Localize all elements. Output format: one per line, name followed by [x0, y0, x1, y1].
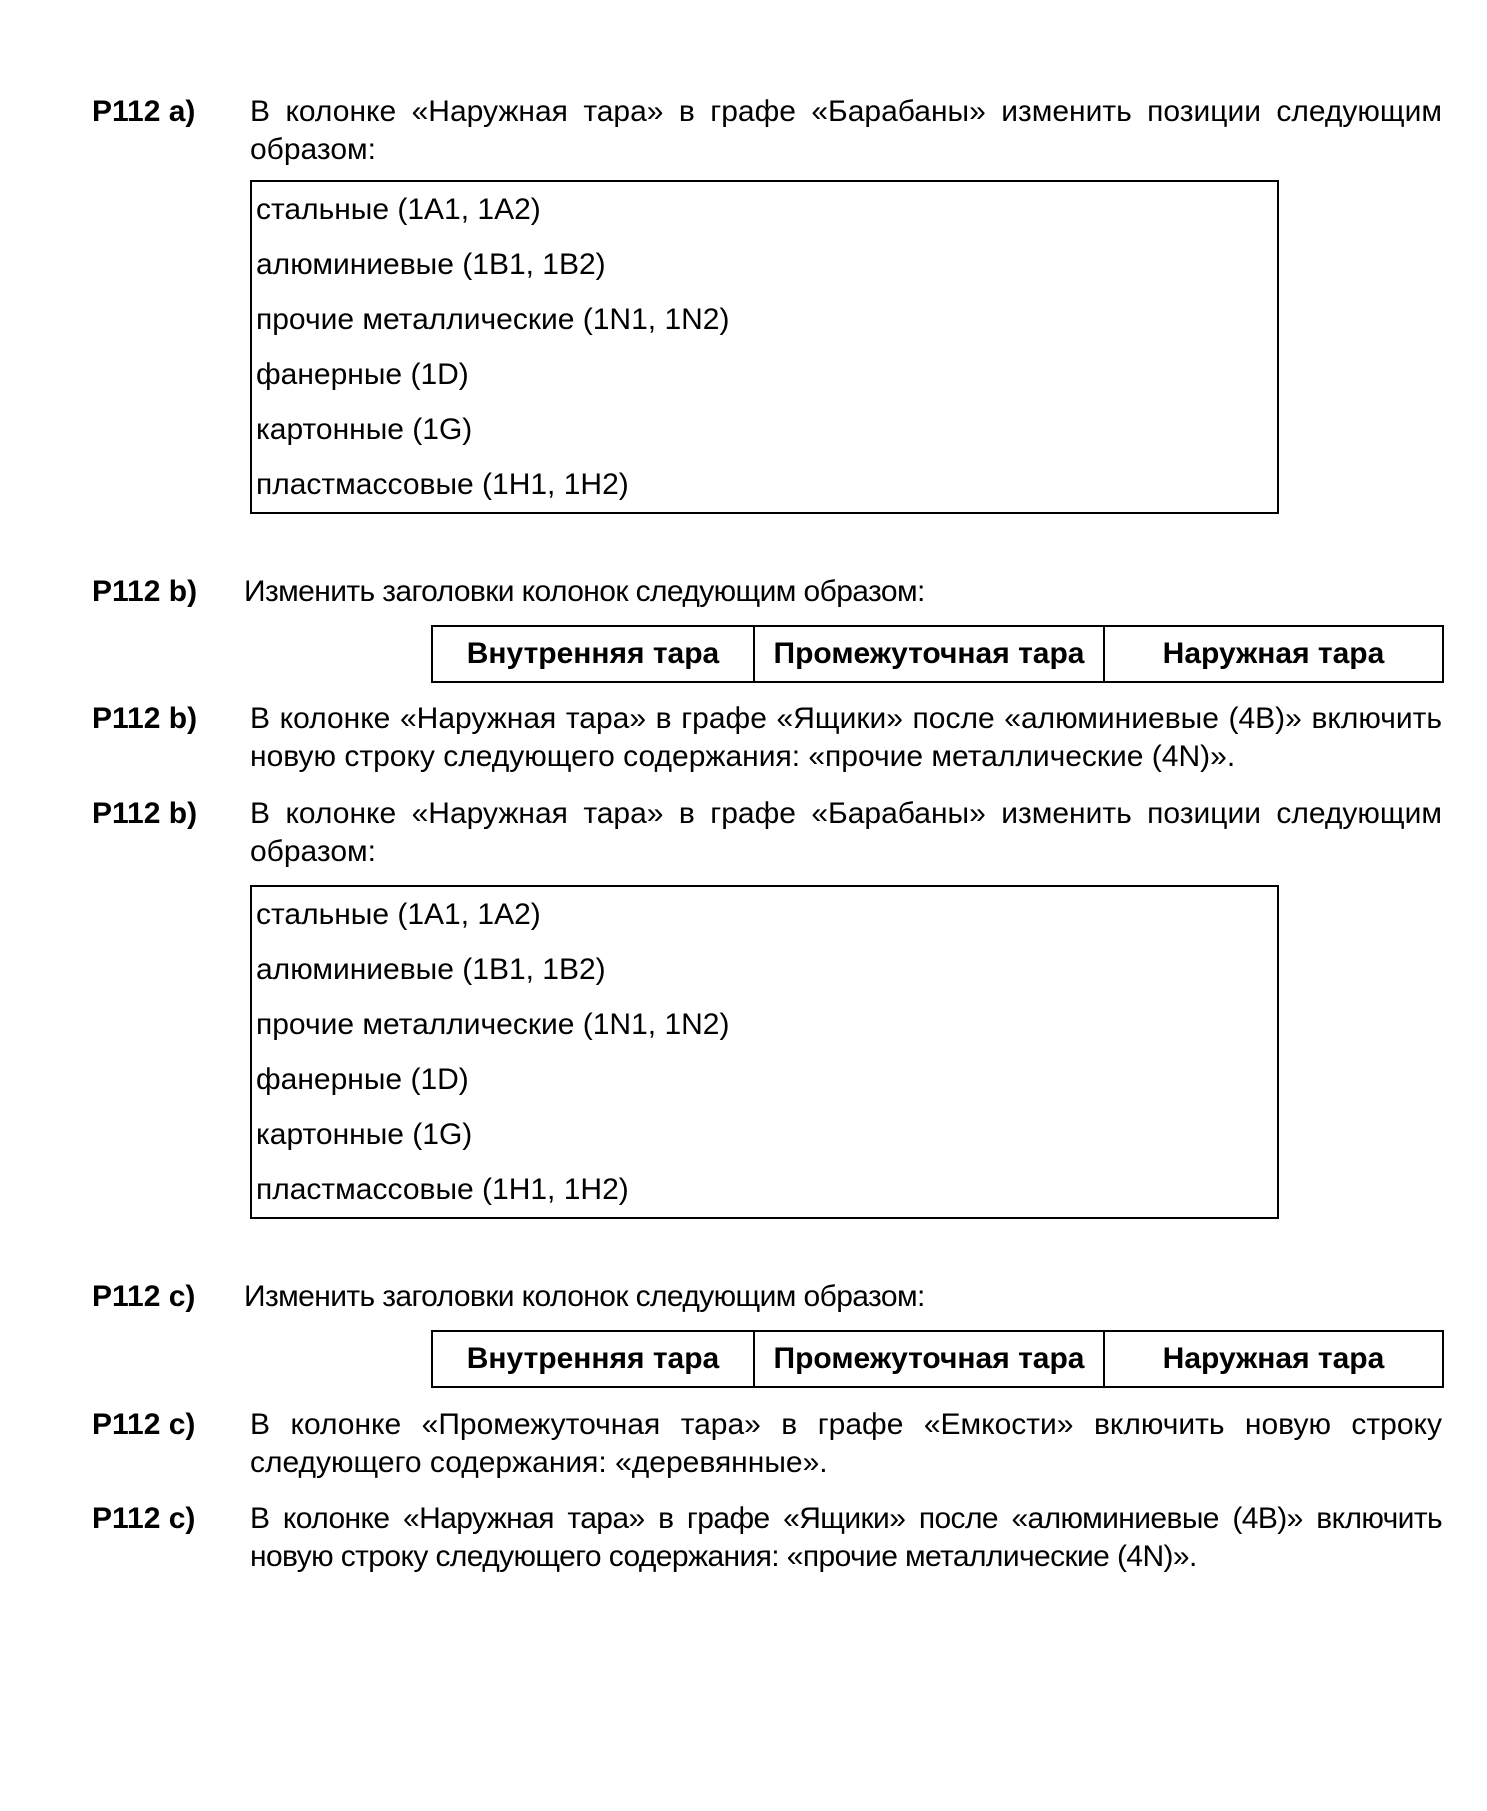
- amendment-text: В колонке «Наружная тара» в графе «Барабаны» изменить позиции следующим образом:: [250, 797, 1442, 868]
- amendment-text: В колонке «Наружная тара» в графе «Барабаны» изменить позиции следующим образом:: [250, 95, 1442, 166]
- list-item: фанерные (1D): [256, 358, 469, 391]
- amendment-label: P112 b): [92, 797, 198, 830]
- list-item: прочие металлические (1N1, 1N2): [256, 303, 730, 336]
- header-inner-packaging: Внутренняя тара: [433, 627, 755, 681]
- list-item: алюминиевые (1B1, 1B2): [256, 953, 606, 986]
- amendment-text: Изменить заголовки колонок следующим образом:: [244, 575, 925, 608]
- drum-positions-list: [250, 180, 1279, 514]
- drum-positions-list: [250, 885, 1279, 1219]
- amendment-text: Изменить заголовки колонок следующим образом:: [244, 1280, 925, 1313]
- list-item: картонные (1G): [256, 413, 473, 446]
- list-item: пластмассовые (1H1, 1H2): [256, 1173, 629, 1206]
- list-item: пластмассовые (1H1, 1H2): [256, 468, 629, 501]
- header-inner-packaging: Внутренняя тара: [433, 1332, 755, 1386]
- amendment-text: В колонке «Промежуточная тара» в графе «Емкости» включить новую строку следующего содержания: «деревянные».: [250, 1408, 1442, 1479]
- column-headers-table: [431, 1330, 1444, 1388]
- amendment-label: P112 c): [92, 1280, 196, 1313]
- amendment-label: P112 c): [92, 1502, 196, 1535]
- header-intermediate-packaging: Промежуточная тара: [755, 627, 1105, 681]
- amendment-label: P112 b): [92, 575, 198, 608]
- column-headers-table: [431, 625, 1444, 683]
- header-outer-packaging: Наружная тара: [1162, 1342, 1385, 1375]
- list-item: фанерные (1D): [256, 1063, 469, 1096]
- amendment-label: P112 a): [92, 95, 196, 128]
- amendment-text: В колонке «Наружная тара» в графе «Ящики» после «алюминиевые (4B)» включить новую строку следующего содержания: «прочие металлические (4N)».: [250, 702, 1442, 773]
- amendment-text: В колонке «Наружная тара» в графе «Ящики» после «алюминиевые (4B)» включить новую строку следующего содержания: «прочие металлические (4N)».: [250, 1502, 1442, 1573]
- list-item: стальные (1A1, 1A2): [256, 193, 541, 226]
- list-item: прочие металлические (1N1, 1N2): [256, 1008, 730, 1041]
- list-item: алюминиевые (1B1, 1B2): [256, 248, 606, 281]
- list-item: стальные (1A1, 1A2): [256, 898, 541, 931]
- header-intermediate-packaging: Промежуточная тара: [755, 1332, 1105, 1386]
- list-item: картонные (1G): [256, 1118, 473, 1151]
- amendment-label: P112 c): [92, 1408, 196, 1441]
- header-outer-packaging: Наружная тара: [1162, 637, 1385, 670]
- amendment-label: P112 b): [92, 702, 198, 735]
